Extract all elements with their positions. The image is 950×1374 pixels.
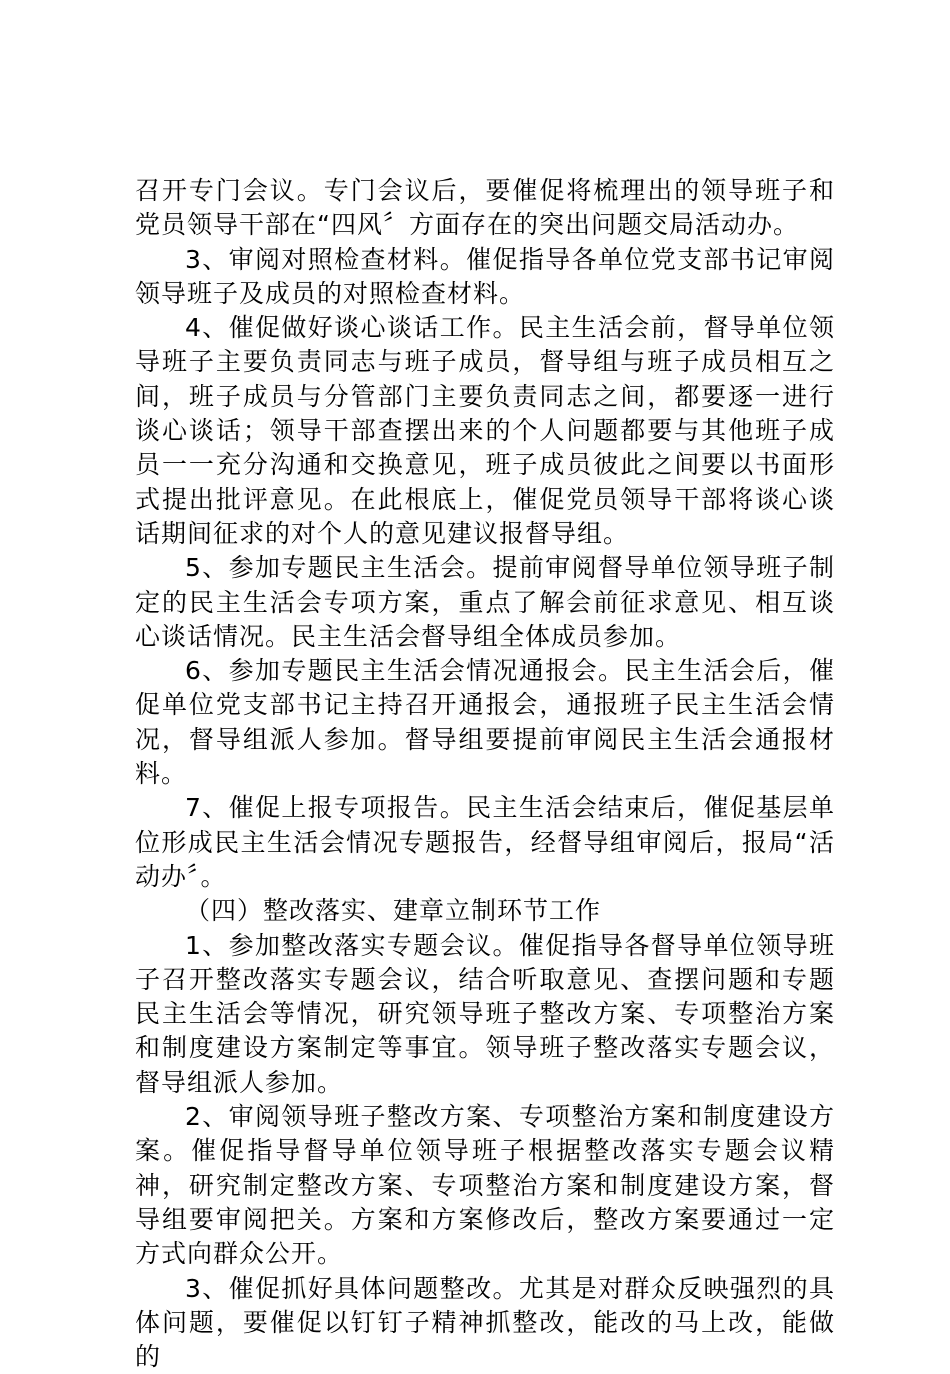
section-heading-4: （四）整改落实、建章立制环节工作 — [135, 894, 835, 928]
document-body — [135, 174, 835, 1374]
paragraph-section4-item-3: 3、催促抓好具体问题整改。尤其是对群众反映强烈的具体问题，要催促以钉钉子精神抓整改，能改的马上改，能做的 — [135, 1272, 835, 1374]
paragraph-item-6: 6、参加专题民主生活会情况通报会。民主生活会后，催促单位党支部书记主持召开通报会，通报班子民主生活会情况，督导组派人参加。督导组要提前审阅民主生活会通报材料。 — [135, 654, 835, 791]
paragraph-item-4: 4、催促做好谈心谈话工作。民主生活会前，督导单位领导班子主要负责同志与班子成员，督导组与班子成员相互之间，班子成员与分管部门主要负责同志之间，都要逐一进行谈心谈话；领导干部查摆出来的个人问题都要与其他班子成员一一充分沟通和交换意见，班子成员彼此之间要以书面形式提出批评意见。在此根底上，催促党员领导干部将谈心谈话期间征求的对个人的意见建议报督导组。 — [135, 311, 835, 551]
paragraph-item-5: 5、参加专题民主生活会。提前审阅督导单位领导班子制定的民主生活会专项方案，重点了解会前征求意见、相互谈心谈话情况。民主生活会督导组全体成员参加。 — [135, 551, 835, 654]
paragraph-section4-item-2: 2、审阅领导班子整改方案、专项整治方案和制度建设方案。催促指导督导单位领导班子根据整改落实专题会议精神，研究制定整改方案、专项整治方案和制度建设方案，督导组要审阅把关。方案和方案修改后，整改方案要通过一定方式向群众公开。 — [135, 1100, 835, 1271]
paragraph-item-7: 7、催促上报专项报告。民主生活会结束后，催促基层单位形成民主生活会情况专题报告，经督导组审阅后，报局“活动办〞。 — [135, 791, 835, 894]
paragraph-continuation: 召开专门会议。专门会议后，要催促将梳理出的领导班子和党员领导干部在“四风〞方面存在的突出问题交局活动办。 — [135, 174, 835, 243]
paragraph-item-3: 3、审阅对照检查材料。催促指导各单位党支部书记审阅领导班子及成员的对照检查材料。 — [135, 243, 835, 312]
paragraph-section4-item-1: 1、参加整改落实专题会议。催促指导各督导单位领导班子召开整改落实专题会议，结合听取意见、查摆问题和专题民主生活会等情况，研究领导班子整改方案、专项整治方案和制度建设方案制定等事宜。领导班子整改落实专题会议，督导组派人参加。 — [135, 929, 835, 1100]
